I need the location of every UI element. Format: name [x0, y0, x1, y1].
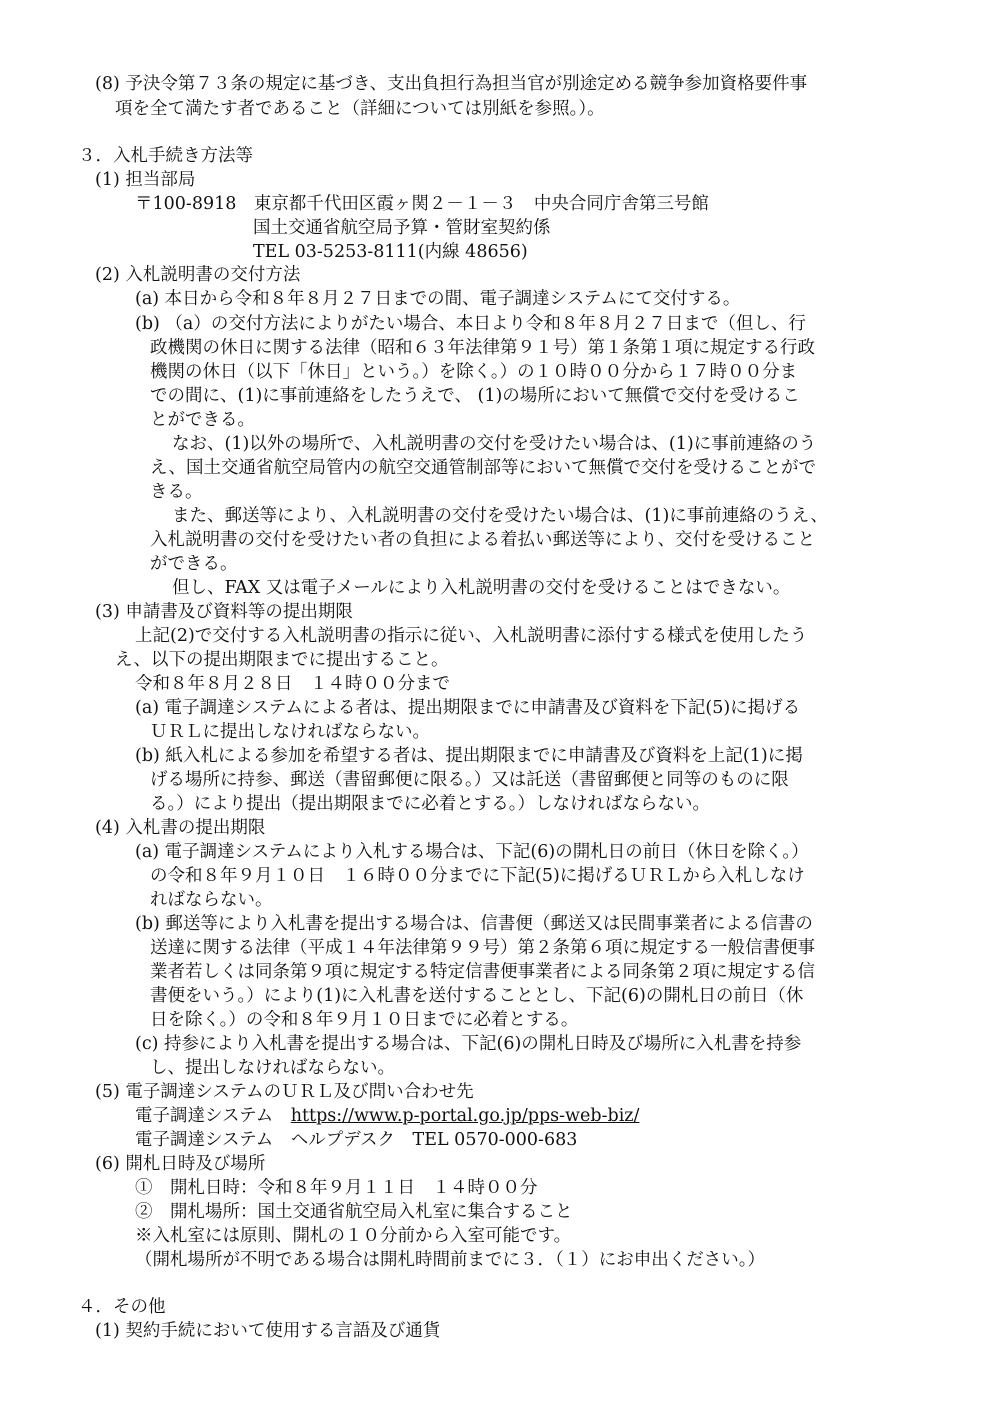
text-line: 入札説明書の交付を受けたい者の負担による着払い郵送等により、交付を受けること: [150, 530, 815, 550]
text-line: ればならない。: [150, 890, 273, 910]
text-line: え、以下の提出期限までに提出すること。: [115, 650, 449, 670]
text-line: げる場所に持参、郵送（書留郵便に限る。）又は託送（書留郵便と同等のものに限: [150, 770, 789, 790]
text-line: (8) 予決令第７３条の規定に基づき、支出負担行為担当官が別途定める競争参加資格要件事: [95, 74, 808, 94]
text-line: 電子調達システム https://www.p-portal.go.jp/pps-web-biz/: [135, 1106, 640, 1126]
text-line: ① 開札日時：令和８年９月１１日 １４時００分: [135, 1178, 538, 1198]
text-line: え、国土交通省航空局管内の航空交通管制部等において無償で交付を受けることがで: [150, 458, 817, 478]
text-line: 機関の休日（以下「休日」という。）を除く。）の１０時００分から１７時００分ま: [150, 362, 798, 382]
text-line: (a) 電子調達システムによる者は、提出期限までに申請書及び資料を下記(5)に掲げる: [135, 698, 801, 718]
text-line: る。）により提出（提出期限までに必着とする。）しなければならない。: [150, 794, 710, 814]
text-line: 政機関の休日に関する法律（昭和６３年法律第９１号）第１条第１項に規定する行政: [150, 338, 815, 358]
text-line: 電子調達システム ヘルプデスク TEL 0570-000-683: [135, 1130, 578, 1150]
text-line: 上記(2)で交付する入札説明書の指示に従い、入札説明書に添付する様式を使用したう: [135, 626, 808, 646]
text-line: ② 開札場所：国土交通省航空局入札室に集合すること: [135, 1202, 573, 1222]
text-line: 〒100-8918 東京都千代田区霞ヶ関２－１－３ 中央合同庁舎第三号館: [135, 194, 709, 214]
text-line: 書便をいう。）により(1)に入札書を送付することとし、下記(6)の開札日の前日（休: [150, 986, 804, 1006]
text-line: 但し、FAX 又は電子メールにより入札説明書の交付を受けることはできない。: [172, 578, 791, 598]
text-line: ※入札室には原則、開札の１０分前から入室可能です。: [135, 1226, 572, 1246]
text-line: 業者若しくは同条第９項に規定する特定信書便事業者による同条第２項に規定する信: [150, 962, 815, 982]
text-line: (a) 電子調達システムにより入札する場合は、下記(6)の開札日の前日（休日を除く。）: [135, 842, 809, 862]
text-line: (b) 紙入札による参加を希望する者は、提出期限までに申請書及び資料を上記(1)に掲: [135, 746, 803, 766]
portal-url-link[interactable]: https://www.p-portal.go.jp/pps-web-biz/: [290, 1106, 640, 1126]
text-line: (2) 入札説明書の交付方法: [95, 265, 301, 285]
text-line: 令和８年８月２８日 １４時００分まで: [135, 674, 450, 694]
text-line: 日を除く。）の令和８年９月１０日までに必着とする。: [150, 1010, 579, 1030]
text-line: (1) 契約手続において使用する言語及び通貨: [95, 1321, 441, 1341]
text-line: (6) 開札日時及び場所: [95, 1154, 266, 1174]
text-line: の令和８年９月１０日 １６時００分までに下記(5)に掲げるＵＲＬから入札しなけ: [150, 866, 805, 886]
text-line: 項を全て満たす者であること（詳細については別紙を参照。）。: [115, 99, 605, 119]
text-line: 国土交通省航空局予算・管財室契約係: [253, 218, 551, 238]
text-line: (5) 電子調達システムのＵＲＬ及び問い合わせ先: [95, 1082, 474, 1102]
text-line: ＵＲＬに提出しなければならない。: [150, 722, 430, 742]
text-line: (c) 持参により入札書を提出する場合は、下記(6)の開札日時及び場所に入札書を持参: [135, 1034, 802, 1054]
text-line: (b) 郵送等により入札書を提出する場合は、信書便（郵送又は民間事業者による信書の: [135, 914, 813, 934]
text-line: TEL 03-5253-8111(内線 48656): [253, 242, 528, 262]
text-line: (1) 担当部局: [95, 170, 196, 190]
text-line: (a) 本日から令和８年８月２７日までの間、電子調達システムにて交付する。: [135, 289, 741, 309]
text-line: (b) （a）の交付方法によりがたい場合、本日より令和８年８月２７日まで（但し、行: [135, 314, 806, 334]
text-line: また、郵送等により、入札説明書の交付を受けたい場合は、(1)に事前連絡のうえ、: [172, 506, 828, 526]
text-line: きる。: [150, 482, 203, 502]
text-line: ができる。: [150, 554, 238, 574]
text-line: 送達に関する法律（平成１４年法律第９９号）第２条第６項に規定する一般信書便事: [150, 938, 815, 958]
text-line: （開札場所が不明である場合は開札時間前までに３．（１）にお申出ください。）: [135, 1250, 765, 1270]
text-line: (3) 申請書及び資料等の提出期限: [95, 602, 353, 622]
text-line: ４．その他: [78, 1297, 166, 1317]
text-line: (4) 入札書の提出期限: [95, 818, 266, 838]
text-line: なお、(1)以外の場所で、入札説明書の交付を受けたい場合は、(1)に事前連絡のう: [172, 434, 817, 454]
text-line: ３．入札手続き方法等: [78, 146, 253, 166]
text-line: し、提出しなければならない。: [150, 1058, 395, 1078]
text-line: での間に、(1)に事前連絡をしたうえで、 (1)の場所において無償で交付を受けるこ: [150, 386, 800, 406]
text-line: とができる。: [150, 410, 255, 430]
